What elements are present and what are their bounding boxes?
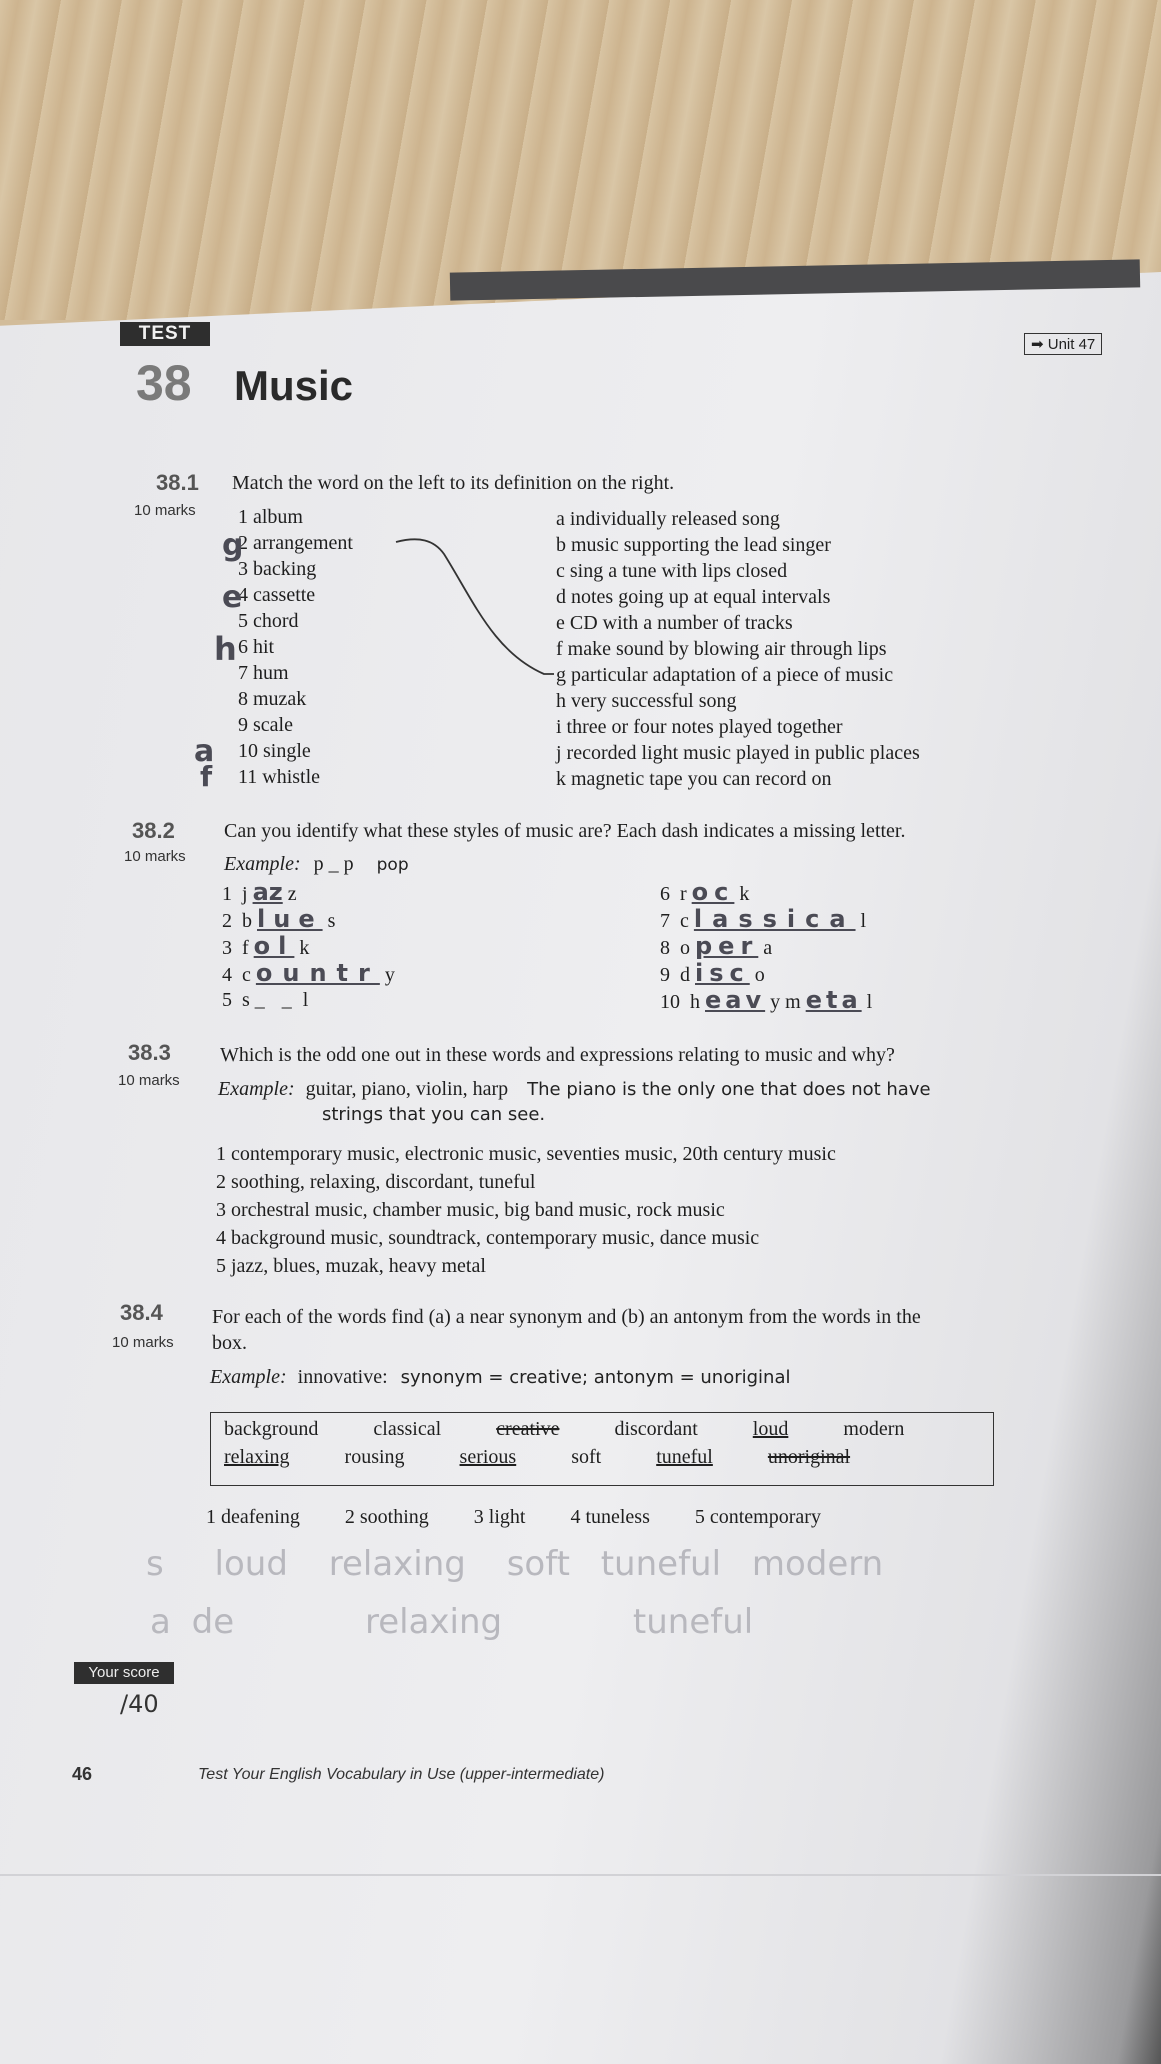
- word-box-row: [224, 1418, 904, 1441]
- page-title: Music: [234, 362, 354, 409]
- example-answer: pop: [376, 855, 409, 875]
- section-instruction: Which is the odd one out in these words and expressions relating to music and why?: [220, 1044, 895, 1066]
- list-item: c sing a tune with lips closed: [556, 560, 788, 582]
- list-item: 4 tuneless: [570, 1506, 650, 1528]
- list-item: k magnetic tape you can record on: [556, 768, 832, 790]
- list-item: f make sound by blowing air through lips: [556, 638, 887, 660]
- list-item: 3 f ol k: [222, 932, 310, 960]
- list-item: 8 muzak: [238, 688, 307, 710]
- example-label: Example:: [218, 1078, 295, 1100]
- list-item: 10 h eav y m eta l: [660, 986, 873, 1014]
- list-item: 8 o per a: [660, 932, 773, 960]
- styles-left-list: [222, 880, 395, 1013]
- list-item: 1 album: [238, 506, 303, 528]
- handwritten-answer: h: [214, 630, 237, 668]
- section-number: 38.1: [156, 470, 199, 495]
- example-line: [218, 1078, 931, 1101]
- box-word: unoriginal: [767, 1446, 851, 1468]
- example-answer-continued: strings that you can see.: [322, 1104, 546, 1125]
- unit-reference: ➡ Unit 47: [1024, 333, 1102, 355]
- example-line: [210, 1366, 791, 1389]
- score-value: /40: [120, 1690, 159, 1718]
- example-words: guitar, piano, violin, harp: [305, 1078, 509, 1100]
- list-item: 11 whistle: [238, 766, 321, 788]
- example-prompt: p _ p: [313, 853, 354, 875]
- test-number: 38: [136, 355, 192, 411]
- list-item: e CD with a number of tracks: [556, 612, 793, 634]
- styles-right-list: [660, 880, 872, 1015]
- section-instruction-continued: box.: [212, 1332, 247, 1354]
- list-item: d notes going up at equal intervals: [556, 586, 831, 608]
- page-number: 46: [72, 1764, 93, 1784]
- list-item: 2 b lue s: [222, 905, 336, 933]
- list-item: 7 c lassica l: [660, 905, 867, 933]
- list-item: g particular adaptation of a piece of music: [556, 664, 894, 686]
- match-left-list: [238, 504, 353, 790]
- box-word: discordant: [614, 1418, 698, 1440]
- example-answer: synonym = creative; antonym = unoriginal: [400, 1367, 791, 1388]
- list-item: 3 orchestral music, chamber music, big band music, rock music: [216, 1199, 725, 1221]
- section-marks: 10 marks: [112, 1334, 174, 1351]
- example-answer: The piano is the only one that does not have: [527, 1079, 931, 1100]
- box-word: soft: [571, 1446, 602, 1468]
- faint-handwriting: a de relaxing tuneful: [150, 1602, 754, 1642]
- section-number: 38.3: [128, 1040, 171, 1065]
- example-label: Example:: [224, 853, 301, 875]
- box-word: relaxing: [224, 1446, 290, 1468]
- list-item: 1 contemporary music, electronic music, seventies music, 20th century music: [216, 1143, 836, 1165]
- score-label: Your score: [74, 1662, 174, 1684]
- box-word: serious: [459, 1446, 517, 1468]
- list-item: 2 arrangement: [238, 532, 353, 554]
- page-divider: [0, 1874, 1161, 1876]
- test-badge: TEST: [120, 322, 210, 346]
- list-item: 6 r oc k: [660, 878, 750, 906]
- list-item: 5 s _ _ l: [222, 989, 309, 1011]
- section-number: 38.4: [120, 1300, 163, 1325]
- list-item: h very successful song: [556, 690, 737, 712]
- section-marks: 10 marks: [134, 502, 196, 519]
- faint-handwriting: s loud relaxing soft tuneful modern: [146, 1544, 884, 1584]
- list-item: 3 backing: [238, 558, 317, 580]
- synonym-items: [206, 1506, 821, 1529]
- list-item: j recorded light music played in public places: [556, 742, 920, 764]
- match-connector-line: [394, 532, 554, 682]
- list-item: 7 hum: [238, 662, 289, 684]
- book-title: Test Your English Vocabulary in Use (upper-intermediate): [198, 1766, 605, 1783]
- box-word: creative: [496, 1418, 560, 1440]
- box-word: classical: [373, 1418, 442, 1440]
- section-marks: 10 marks: [118, 1072, 180, 1089]
- section-number: 38.2: [132, 818, 175, 843]
- section-instruction: Can you identify what these styles of music are? Each dash indicates a missing letter.: [224, 820, 906, 842]
- section-marks: 10 marks: [124, 848, 186, 865]
- list-item: 4 cassette: [238, 584, 316, 606]
- handwritten-answer: e: [222, 580, 243, 615]
- example-word: innovative:: [297, 1366, 388, 1388]
- list-item: 1 j az z: [222, 878, 297, 906]
- box-word: rousing: [344, 1446, 405, 1468]
- box-word: tuneful: [656, 1446, 713, 1468]
- list-item: 1 deafening: [206, 1506, 300, 1528]
- list-item: 5 contemporary: [694, 1506, 821, 1528]
- list-item: b music supporting the lead singer: [556, 534, 831, 556]
- section-instruction: Match the word on the left to its definition on the right.: [232, 472, 675, 494]
- handwritten-answer: f: [200, 760, 213, 793]
- list-item: 9 scale: [238, 714, 293, 736]
- list-item: 4 background music, soundtrack, contemporary music, dance music: [216, 1227, 760, 1249]
- list-item: 10 single: [238, 740, 311, 762]
- example-line: [224, 853, 409, 876]
- list-item: 4 c ountr y: [222, 959, 395, 987]
- list-item: i three or four notes played together: [556, 716, 843, 738]
- word-box-row: [224, 1446, 850, 1469]
- list-item: 2 soothing, relaxing, discordant, tuneful: [216, 1171, 536, 1193]
- list-item: 2 soothing: [344, 1506, 429, 1528]
- list-item: 5 jazz, blues, muzak, heavy metal: [216, 1255, 486, 1277]
- section-instruction: For each of the words find (a) a near synonym and (b) an antonym from the words in the: [212, 1306, 921, 1328]
- handwritten-answer: a: [194, 734, 215, 769]
- match-right-list: [556, 506, 920, 792]
- odd-one-out-list: [216, 1140, 836, 1280]
- example-label: Example:: [210, 1366, 287, 1388]
- box-word: background: [224, 1418, 319, 1440]
- box-word: modern: [843, 1418, 905, 1440]
- list-item: 3 light: [473, 1506, 526, 1528]
- list-item: 6 hit: [238, 636, 275, 658]
- list-item: 5 chord: [238, 610, 299, 632]
- box-word: loud: [752, 1418, 789, 1440]
- list-item: a individually released song: [556, 508, 780, 530]
- list-item: 9 d isc o: [660, 959, 765, 987]
- handwritten-answer: g: [222, 528, 244, 563]
